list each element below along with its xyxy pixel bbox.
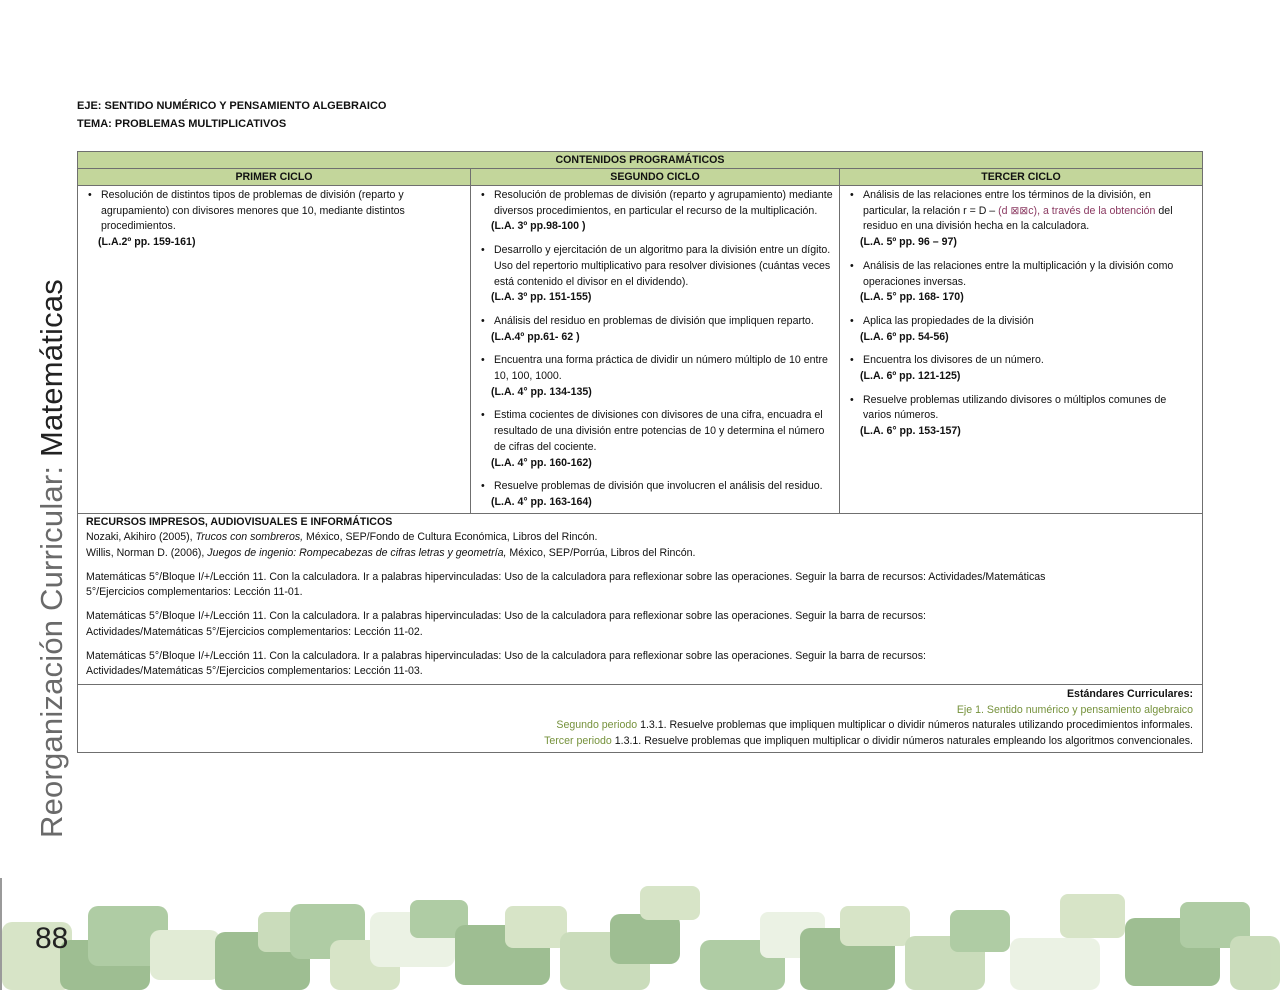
tercer-ciclo-cell <box>840 186 1203 514</box>
book-reference <box>86 546 1194 562</box>
resources-title: RECURSOS IMPRESOS, AUDIOVISUALES E INFORMÁTICOS <box>86 515 393 528</box>
item-ref: (L.A. 3º pp. 151-155) <box>491 291 592 304</box>
standard-text: 1.3.1. Resuelve problemas que impliquen multiplicar o dividir números naturales utilizando procedimientos informales. <box>637 719 1193 732</box>
digital-resource-line: Matemáticas 5°/Bloque I/+/Lección 11. Con la calculadora. Ir a palabras hipervinculadas: Uso de la calculadora para reflexionar sobre las operaciones. Seguir la barra de recursos: <box>86 649 926 662</box>
side-title-dark: Matemáticas <box>34 279 69 457</box>
contents-table <box>77 151 1203 753</box>
page-number: 88 <box>35 922 69 955</box>
digital-resource-line: 5°/Ejercicios complementarios: Lección 11-01. <box>86 586 303 599</box>
list-item <box>86 188 464 251</box>
decorative-green-blocks <box>0 870 1280 990</box>
item-ref: (L.A. 6º pp. 121-125) <box>860 370 961 383</box>
item-ref: (L.A.4º pp.61- 62 ) <box>491 330 580 343</box>
book-author: Willis, Norman D. (2006), <box>86 547 208 560</box>
list-item <box>848 188 1196 251</box>
item-text: Estima cocientes de divisiones con divisores de una cifra, encuadra el resultado de una división entre potencias de 10 y determina el número de cifras del cociente. <box>494 409 825 453</box>
book-title: Trucos con sombreros, <box>195 531 304 544</box>
primer-ciclo-list <box>86 188 464 251</box>
book-publisher: México, SEP/Fondo de Cultura Económica, Libros del Rincón. <box>303 531 598 544</box>
side-title-light: Reorganización Curricular: <box>34 456 69 838</box>
item-text: Análisis de las relaciones entre los términos de la división, en particular, la relación r = D – <box>863 189 1151 217</box>
table-title: CONTENIDOS PROGRAMÁTICOS <box>78 152 1203 169</box>
primer-ciclo-cell <box>78 186 471 514</box>
tema-heading: TEMA: PROBLEMAS MULTIPLICATIVOS <box>77 118 287 130</box>
item-ref: (L.A. 4° pp. 163-164) <box>491 495 592 508</box>
item-text: Desarrollo y ejercitación de un algoritmo para la división entre un dígito. Uso del repertorio multiplicativo para resolver divisiones (cuántas veces está contenido el divisor en el dividendo). <box>494 244 831 288</box>
item-text: del residuo en una división hecha en la calculadora. <box>863 204 1173 233</box>
item-text: Resuelve problemas de división que involucren el análisis del residuo. <box>494 480 823 493</box>
item-ref: (L.A. 4° pp. 134-135) <box>491 385 592 398</box>
list-item <box>479 314 833 345</box>
resources-cell <box>78 513 1203 684</box>
item-text: Encuentra una forma práctica de dividir un número múltiplo de 10 entre 10, 100, 1000. <box>494 354 828 383</box>
list-item <box>479 243 833 306</box>
list-item <box>848 259 1196 306</box>
list-item <box>479 353 833 400</box>
side-title <box>34 279 70 838</box>
eje-heading: EJE: SENTIDO NUMÉRICO Y PENSAMIENTO ALGEBRAICO <box>77 100 387 112</box>
item-ref: (L.A. 3º pp.98-100 ) <box>491 220 586 233</box>
standards-eje: Eje 1. Sentido numérico y pensamiento algebraico <box>956 703 1193 716</box>
standard-text: 1.3.1. Resuelve problemas que impliquen multiplicar o dividir números naturales empleando los algoritmos convencionales. <box>611 735 1193 748</box>
digital-resource-line: Matemáticas 5°/Bloque I/+/Lección 11. Con la calculadora. Ir a palabras hipervinculadas: Uso de la calculadora para reflexionar sobre las operaciones. Seguir la barra de recursos: <box>86 610 926 623</box>
tercer-ciclo-list <box>848 188 1196 440</box>
digital-resource <box>86 570 1194 601</box>
period-label: Segundo periodo <box>556 719 638 732</box>
segundo-ciclo-list <box>479 188 833 511</box>
item-text: Análisis de las relaciones entre la multiplicación y la división como operaciones inversas. <box>863 259 1174 288</box>
digital-resource <box>86 609 1194 640</box>
book-reference <box>86 530 1194 546</box>
book-author: Nozaki, Akihiro (2005), <box>86 531 196 544</box>
list-item <box>479 408 833 471</box>
item-text: Análisis del residuo en problemas de división que impliquen reparto. <box>494 314 814 327</box>
item-text: Resolución de problemas de división (reparto y agrupamiento) mediante diversos procedimientos, en particular el recurso de la multiplicación. <box>494 189 833 217</box>
standard-segundo <box>86 718 1193 734</box>
book-publisher: México, SEP/Porrúa, Libros del Rincón. <box>506 547 696 560</box>
list-item <box>479 479 833 510</box>
list-item <box>848 393 1196 440</box>
digital-resource <box>86 649 1194 680</box>
item-ref: (L.A. 5° pp. 168- 170) <box>860 291 964 304</box>
digital-resource-line: Actividades/Matemáticas 5°/Ejercicios complementarios: Lección 11-02. <box>86 625 423 638</box>
item-ref: (L.A. 6° pp. 153-157) <box>860 425 961 438</box>
standard-tercer <box>86 734 1193 750</box>
item-text: Resolución de distintos tipos de problemas de división (reparto y agrupamiento) con divisores menores que 10, mediante distintos procedimientos. <box>101 189 405 233</box>
item-text: Resuelve problemas utilizando divisores o múltiplos comunes de varios números. <box>863 393 1167 422</box>
item-text: Aplica las propiedades de la división <box>863 314 1034 327</box>
book-title: Juegos de ingenio: Rompecabezas de cifras letras y geometría, <box>207 547 507 560</box>
item-text: Encuentra los divisores de un número. <box>863 354 1044 367</box>
digital-resource-line: Matemáticas 5°/Bloque I/+/Lección 11. Con la calculadora. Ir a palabras hipervinculadas: Uso de la calculadora para reflexionar sobre las operaciones. Seguir la barra de recursos: Actividades/Matemáticas <box>86 570 1046 583</box>
item-ref: (L.A. 4° pp. 160-162) <box>491 456 592 469</box>
standards-cell <box>78 684 1203 752</box>
item-ref: (L.A.2º pp. 159-161) <box>98 236 196 249</box>
list-item <box>848 314 1196 345</box>
item-ref: (L.A. 5º pp. 96 – 97) <box>860 236 957 249</box>
segundo-ciclo-cell <box>471 186 840 514</box>
document-header <box>77 97 386 133</box>
list-item <box>479 188 833 235</box>
side-rule <box>0 878 2 990</box>
standards-title: Estándares Curriculares: <box>1066 687 1193 700</box>
period-label: Tercer periodo <box>544 735 612 748</box>
column-header-tercer: TERCER CICLO <box>840 169 1203 186</box>
item-ref: (L.A. 6º pp. 54-56) <box>860 330 949 343</box>
digital-resource-line: Actividades/Matemáticas 5°/Ejercicios complementarios: Lección 11-03. <box>86 665 423 678</box>
list-item <box>848 353 1196 384</box>
item-text-highlight: (d ⊠⊠c), a través de la obtención <box>998 204 1156 217</box>
column-header-segundo: SEGUNDO CICLO <box>471 169 840 186</box>
column-header-primer: PRIMER CICLO <box>78 169 471 186</box>
